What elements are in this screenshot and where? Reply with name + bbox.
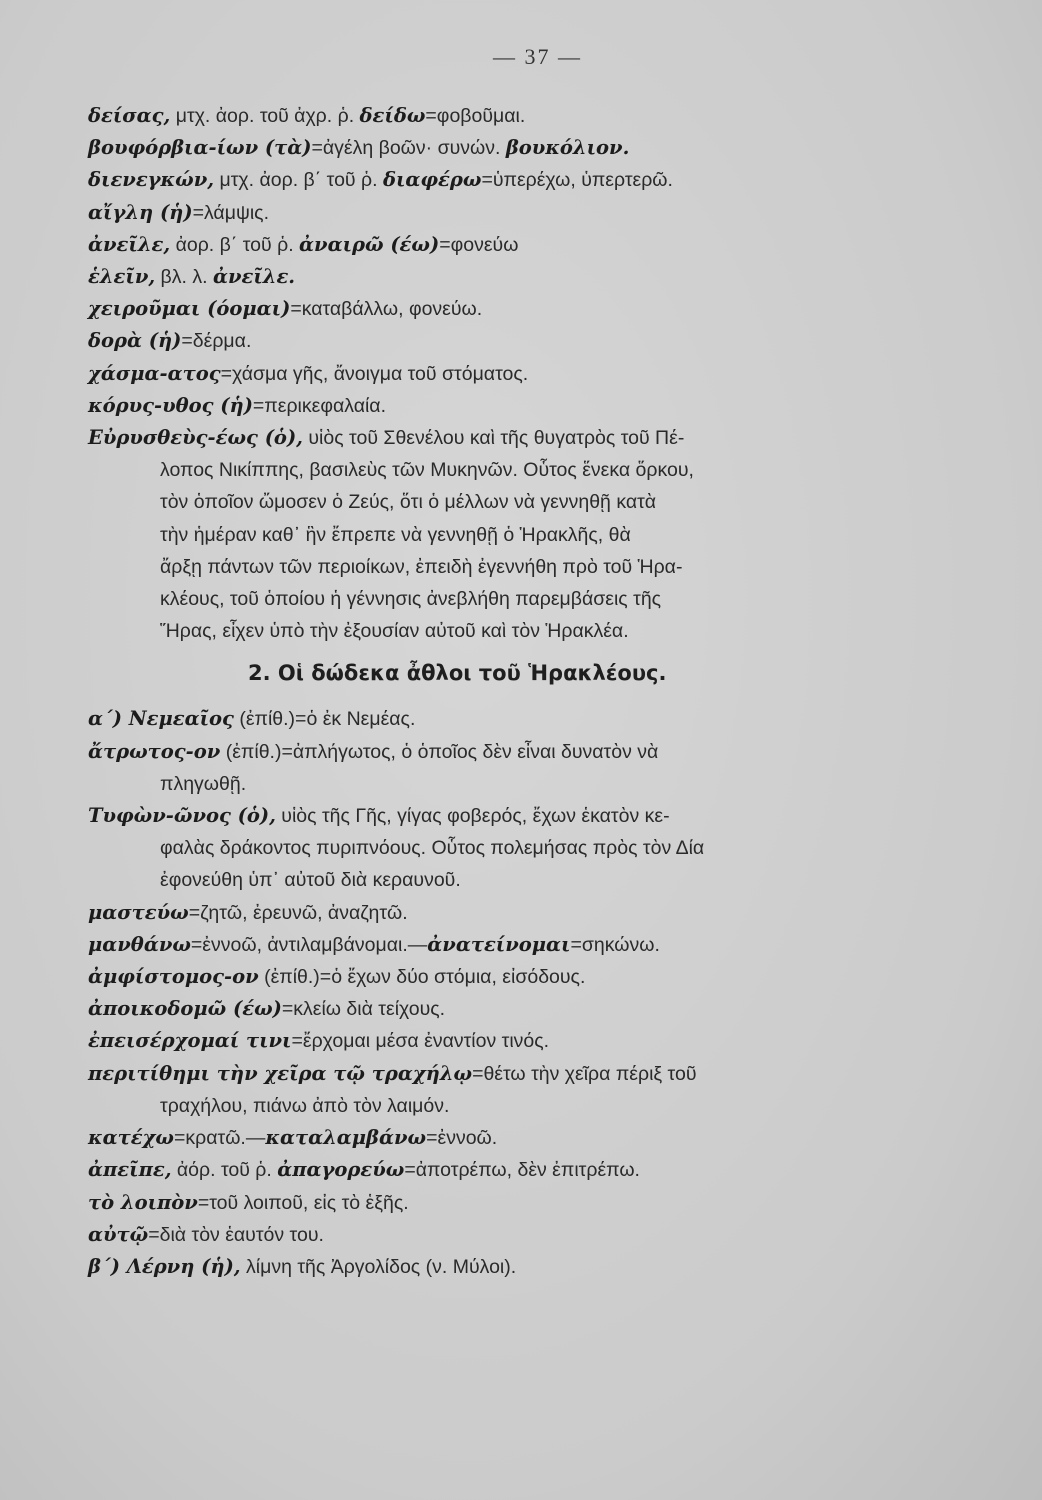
entry-term: ἀνεῖλε,: [88, 232, 171, 256]
entry-term: ἀπαγορεύω: [277, 1158, 405, 1182]
entry-definition: =διὰ τὸν ἑαυτόν του.: [148, 1223, 324, 1246]
entry-continuation: πληγωθῇ.: [160, 772, 247, 795]
glossary-entry: [88, 993, 968, 1025]
entry-term: ἄτρωτος-ον: [88, 739, 221, 763]
entry-term: τὸ λοιπὸν: [88, 1190, 198, 1214]
entry-term: δείδω: [359, 104, 426, 127]
entry-definition: =ζητῶ, ἐρευνῶ, ἀναζητῶ.: [188, 901, 408, 924]
glossary-entry: [88, 1187, 968, 1219]
entry-continuation: ἐφονεύθη ὑπ᾿ αὐτοῦ διὰ κεραυνοῦ.: [160, 869, 461, 892]
entry-term: διαφέρω: [382, 168, 482, 192]
entry-definition: =λάμψις.: [192, 201, 269, 224]
entry-term: καταλαμβάνω: [265, 1126, 427, 1150]
entry-definition: =ἀγέλη βοῶν· συνών.: [311, 137, 506, 160]
entry-definition: =φοβοῦμαι.: [425, 105, 526, 127]
entry-continuation: κλέους, τοῦ ὁποίου ἡ γέννησις ἀνεβλήθη παρεμβάσεις τῆς: [160, 588, 662, 611]
entry-term: κόρυς-υθος (ἡ): [88, 393, 253, 417]
entry-continuation: τραχήλου, πιάνω ἀπὸ τὸν λαιμόν.: [160, 1094, 450, 1117]
entry-term: β΄) Λέρνη (ἡ),: [88, 1254, 241, 1278]
entry-definition: =θέτω τὴν χεῖρα πέριξ τοῦ: [472, 1062, 697, 1085]
glossary-entry: [88, 100, 968, 132]
glossary-entry: [88, 736, 968, 768]
entry-definition: υἱὸς τοῦ Σθενέλου καὶ τῆς θυγατρὸς τοῦ Πέ-: [302, 427, 685, 450]
entry-term: δορὰ (ἡ): [88, 329, 182, 353]
glossary-entry: [88, 293, 968, 325]
page-number: — 37 —: [493, 44, 582, 69]
entry-term: βουφόρβια-ίων (τὰ): [88, 136, 312, 160]
glossary-entry: [88, 164, 968, 196]
glossary-entry: [88, 358, 968, 390]
glossary-entry: [88, 961, 968, 993]
section-heading: 2. Οἱ δώδεκα ἆθλοι τοῦ Ἡρακλέους.: [248, 661, 667, 686]
glossary-entry: [88, 800, 968, 832]
entry-continuation: φαλὰς δράκοντος πυριπνόους. Οὗτος πολεμήσας πρὸς τὸν Δία: [160, 837, 705, 860]
entry-definition: μτχ. ἀορ. τοῦ ἀχρ. ῥ.: [170, 105, 360, 127]
entry-term: ἐπεισέρχομαί τινι: [88, 1029, 292, 1053]
glossary-entry: [88, 325, 968, 357]
glossary-entry: [88, 261, 968, 293]
glossary-entry: [88, 1058, 968, 1090]
entry-term: μαστεύω: [88, 900, 189, 924]
glossary-entry: [88, 1122, 968, 1154]
entry-continuation: λοπος Νικίππης, βασιλεὺς τῶν Μυκηνῶν. Οὗτος ἕνεκα ὅρκου,: [160, 459, 694, 482]
entry-definition: =ἐννοῶ.: [426, 1127, 498, 1150]
entry-definition: =περικεφαλαία.: [252, 394, 386, 417]
entry-definition: (ἐπίθ.)=ὁ ἐκ Νεμέας.: [233, 708, 416, 731]
entry-definition: (ἐπίθ.)=ὁ ἔχων δύο στόμια, εἰσόδους.: [258, 966, 586, 989]
entry-term: ἑλεῖν,: [88, 265, 156, 289]
entry-term: Εὐρυσθεὺς-έως (ὁ),: [88, 426, 303, 450]
entry-definition: =ὑπερέχω, ὑπερτερῶ.: [481, 169, 673, 192]
entry-definition: =ἐννοῶ, ἀντιλαμβάνομαι.—: [190, 933, 428, 956]
entry-term: ἀναιρῶ (έω): [299, 232, 440, 256]
entry-definition: =κλείω διὰ τείχους.: [281, 998, 446, 1021]
glossary-entry: [88, 132, 968, 164]
glossary-entry: [88, 1154, 968, 1186]
entry-definition: βλ. λ.: [155, 266, 213, 289]
entry-term: α΄) Νεμεαῖος: [88, 707, 234, 731]
entry-term: ἀπεῖπε,: [88, 1158, 172, 1182]
entry-term: αἴγλη (ἡ): [88, 200, 193, 224]
entry-term: χάσμα-ατος: [88, 361, 221, 385]
glossary-entry: [88, 897, 968, 929]
entry-definition: =ἀποτρέπω, δὲν ἐπιτρέπω.: [404, 1159, 640, 1182]
entry-definition: =τοῦ λοιποῦ, εἰς τὸ ἑξῆς.: [197, 1191, 409, 1214]
glossary-entry: [88, 929, 968, 961]
entry-continuation: ἄρξῃ πάντων τῶν περιοίκων, ἐπειδὴ ἐγεννήθη πρὸ τοῦ Ἡρα-: [160, 555, 683, 578]
entry-definition: =χάσμα γῆς, ἄνοιγμα τοῦ στόματος.: [220, 362, 529, 385]
glossary-entry: [88, 197, 968, 229]
glossary-entry: [88, 390, 968, 422]
entry-term: ἀμφίστομος-ον: [88, 965, 259, 989]
entry-definition: =ἔρχομαι μέσα ἐναντίον τινός.: [291, 1030, 550, 1053]
entry-continuation: Ἥρας, εἶχεν ὑπὸ τὴν ἐξουσίαν αὐτοῦ καὶ τὸν Ἡρακλέα.: [160, 620, 629, 643]
entry-term: βουκόλιον.: [505, 136, 630, 160]
entry-definition: υἱὸς τῆς Γῆς, γίγας φοβερός, ἔχων ἑκατὸν κε-: [275, 805, 670, 828]
entry-term: αὐτῷ: [88, 1222, 149, 1246]
glossary-entry: [88, 229, 968, 261]
entry-term: Τυφὼν-ῶνος (ὁ),: [88, 804, 276, 828]
entry-definition: =δέρμα.: [181, 330, 252, 353]
entry-term: δείσας,: [88, 104, 171, 127]
glossary: [88, 100, 968, 1283]
entry-definition: =καταβάλλω, φονεύω.: [290, 298, 483, 321]
entry-continuation: τὴν ἡμέραν καθ᾿ ἣν ἔπρεπε νὰ γεννηθῇ ὁ Ἡρακλῆς, θὰ: [160, 523, 631, 546]
entry-term: χειροῦμαι (όομαι): [88, 297, 291, 321]
glossary-entry: [88, 703, 968, 735]
entry-definition: μτχ. ἀορ. β΄ τοῦ ῥ.: [214, 169, 383, 192]
entry-term: διενεγκών,: [88, 168, 215, 192]
entry-term: μανθάνω: [88, 932, 191, 956]
entry-definition: =σηκώνω.: [570, 933, 660, 956]
entry-term: ἀνεῖλε.: [212, 265, 296, 289]
entry-definition: ἀορ. β΄ τοῦ ῥ.: [170, 233, 300, 256]
entry-continuation: τὸν ὁποῖον ὤμοσεν ὁ Ζεύς, ὅτι ὁ μέλλων νὰ γεννηθῇ κατὰ: [160, 491, 657, 514]
entry-term: κατέχω: [88, 1126, 174, 1150]
entry-definition: λίμνη τῆς Ἀργολίδος (ν. Μύλοι).: [240, 1255, 517, 1278]
entry-definition: =κρατῶ.—: [174, 1127, 266, 1150]
glossary-entry: [88, 1251, 968, 1283]
entry-term: ἀποικοδομῶ (έω): [88, 997, 282, 1021]
entry-definition: =φονεύω: [439, 233, 519, 256]
entry-term: περιτίθημι τὴν χεῖρα τῷ τραχήλῳ: [88, 1061, 473, 1085]
glossary-entry: [88, 1219, 968, 1251]
entry-definition: ἀόρ. τοῦ ῥ.: [171, 1159, 278, 1182]
glossary-entry: [88, 1025, 968, 1057]
glossary-entry-eurystheus: [88, 422, 968, 454]
entry-definition: (ἐπίθ.)=ἀπλήγωτος, ὁ ὁποῖος δὲν εἶναι δυνατὸν νὰ: [220, 740, 659, 763]
entry-term: ἀνατείνομαι: [427, 932, 571, 956]
